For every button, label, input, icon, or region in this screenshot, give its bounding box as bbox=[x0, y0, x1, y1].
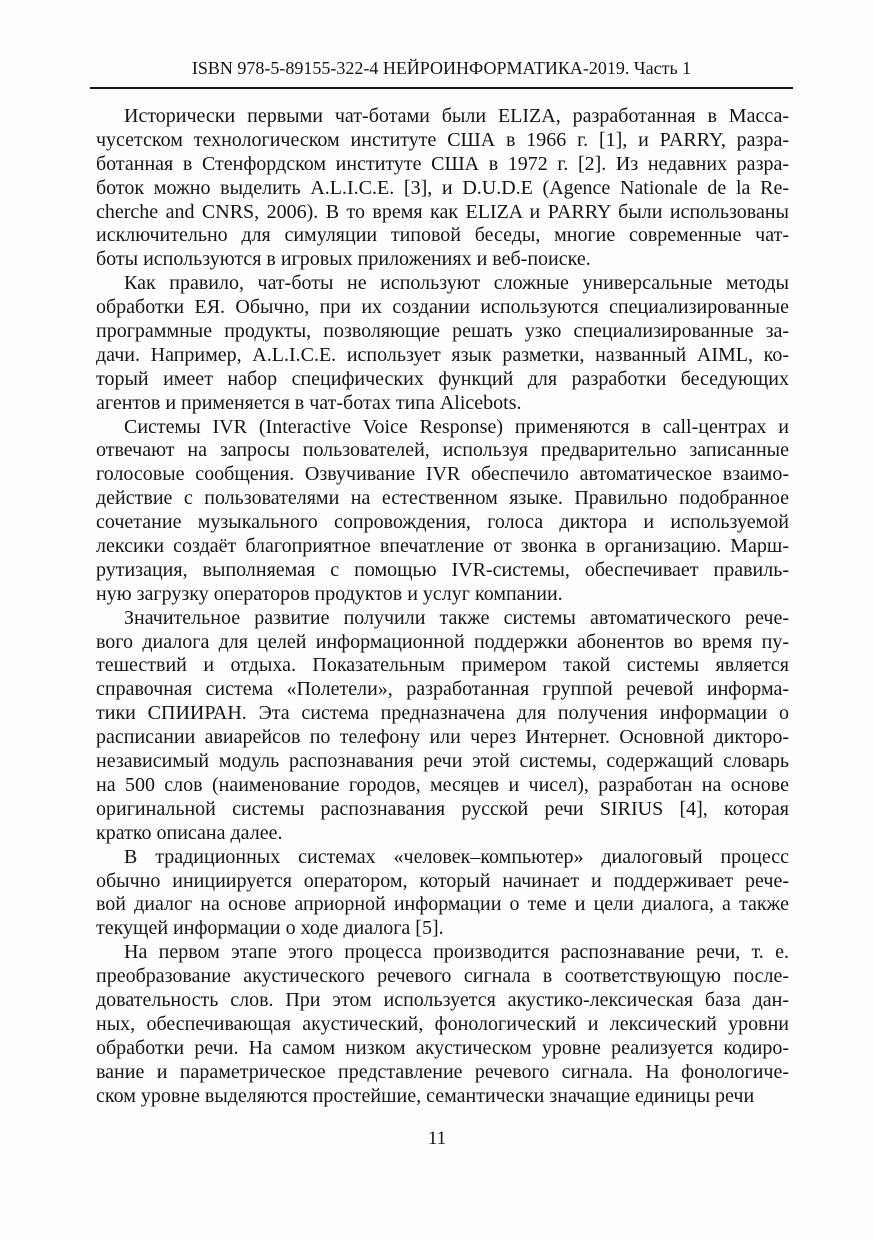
text-line: рутизация, выполняемая с помощью IVR-системы, обеспечивает правиль- bbox=[96, 558, 789, 581]
text-line: действие с пользователями на естественном языке. Правильно подобранное bbox=[96, 487, 789, 510]
text-line: обычно инициируется оператором, который начинает и поддерживает рече- bbox=[96, 869, 789, 892]
text-line: расписании авиарейсов по телефону или через Интернет. Основной дикторо- bbox=[96, 726, 789, 749]
text-line: ском уровне выделяются простейшие, семантически значащие единицы речи bbox=[96, 1084, 755, 1107]
paragraph bbox=[96, 846, 789, 942]
page-body bbox=[96, 105, 789, 1108]
paragraph bbox=[96, 416, 789, 607]
text-line: кратко описана далее. bbox=[96, 821, 283, 844]
paragraph bbox=[96, 272, 789, 415]
text-line: исключительно для симуляции типовой беседы, многие современные чат- bbox=[96, 224, 789, 247]
text-line: тешествий и отдыха. Показательным примером такой системы является bbox=[96, 654, 789, 677]
text-line: программные продукты, позволяющие решать узко специализированные за- bbox=[96, 320, 789, 343]
paragraph bbox=[96, 941, 789, 1108]
text-line: торый имеет набор специфических функций для разработки беседующих bbox=[96, 367, 789, 390]
text-line: вой диалог на основе априорной информации о теме и цели диалога, а также bbox=[96, 893, 789, 916]
text-line: лексики создаёт благоприятное впечатление от звонка в организацию. Марш- bbox=[96, 535, 789, 558]
text-line: сочетание музыкального сопровождения, голоса диктора и используемой bbox=[96, 511, 789, 534]
text-line: ных, обеспечивающая акустический, фонологический и лексический уровни bbox=[96, 1012, 789, 1035]
text-line: обработки речи. На самом низком акустическом уровне реализуется кодиро- bbox=[96, 1036, 789, 1059]
text-line: боты используются в игровых приложениях и веб-поиске. bbox=[96, 248, 591, 271]
text-line: Как правило, чат-боты не используют сложные универсальные методы bbox=[124, 272, 789, 295]
text-line: Системы IVR (Interactive Voice Response) применяются в call-центрах и bbox=[124, 415, 789, 438]
text-line: боток можно выделить A.L.I.C.E. [3], и D.U.D.E (Agence Nationale de la Re- bbox=[96, 176, 789, 199]
text-line: довательность слов. При этом используется акустико-лексическая база дан- bbox=[96, 988, 789, 1011]
text-line: В традиционных системах «человек–компьютер» диалоговый процесс bbox=[124, 845, 789, 868]
text-line: оригинальной системы распознавания русской речи SIRIUS [4], которая bbox=[96, 797, 789, 820]
text-line: справочная система «Полетели», разработанная группой речевой информа- bbox=[96, 678, 789, 701]
text-line: текущей информации о ходе диалога [5]. bbox=[96, 917, 444, 940]
text-line: независимый модуль распознавания речи этой системы, содержащий словарь bbox=[96, 750, 789, 773]
text-line: на 500 слов (наименование городов, месяцев и чисел), разработан на основе bbox=[96, 773, 789, 796]
header-rule bbox=[90, 87, 793, 89]
text-line: cherche and CNRS, 2006). В то время как ELIZA и PARRY были использованы bbox=[96, 200, 789, 223]
text-line: Исторически первыми чат-ботами были ELIZA, разработанная в Масса- bbox=[124, 105, 789, 127]
page-number: 11 bbox=[427, 1128, 447, 1149]
text-line: отвечают на запросы пользователей, используя предварительно записанные bbox=[96, 439, 789, 462]
text-line: обработки ЕЯ. Обычно, при их создании используются специализированные bbox=[96, 296, 789, 319]
text-line: голосовые сообщения. Озвучивание IVR обеспечило автоматическое взаимо- bbox=[96, 463, 789, 486]
text-line: вого диалога для целей информационной поддержки абонентов во время пу- bbox=[96, 630, 789, 653]
text-line: тики СПИИРАН. Эта система предназначена для получения информации о bbox=[96, 702, 789, 725]
paragraph bbox=[96, 607, 789, 846]
text-line: На первом этапе этого процесса производится распознавание речи, т. е. bbox=[124, 941, 789, 964]
text-line: Значительное развитие получили также системы автоматического рече- bbox=[124, 606, 789, 629]
text-line: ную загрузку операторов продуктов и услуг компании. bbox=[96, 582, 563, 605]
text-line: чусетском технологическом институте США в 1966 г. [1], и PARRY, разра- bbox=[96, 128, 789, 151]
text-line: ботанная в Стенфордском институте США в 1972 г. [2]. Из недавних разра- bbox=[96, 152, 789, 175]
text-line: вание и параметрическое представление речевого сигнала. На фонологиче- bbox=[96, 1060, 789, 1083]
text-line: агентов и применяется в чат-ботах типа Alicebots. bbox=[96, 391, 522, 414]
text-line: преобразование акустического речевого сигнала в соответствующую после- bbox=[96, 965, 789, 988]
running-header: ISBN 978-5-89155-322-4 НЕЙРОИНФОРМАТИКА-2019. Часть 1 bbox=[191, 58, 692, 78]
text-line: дачи. Например, A.L.I.C.E. использует язык разметки, названный AIML, ко- bbox=[96, 343, 789, 366]
paragraph bbox=[96, 105, 789, 272]
